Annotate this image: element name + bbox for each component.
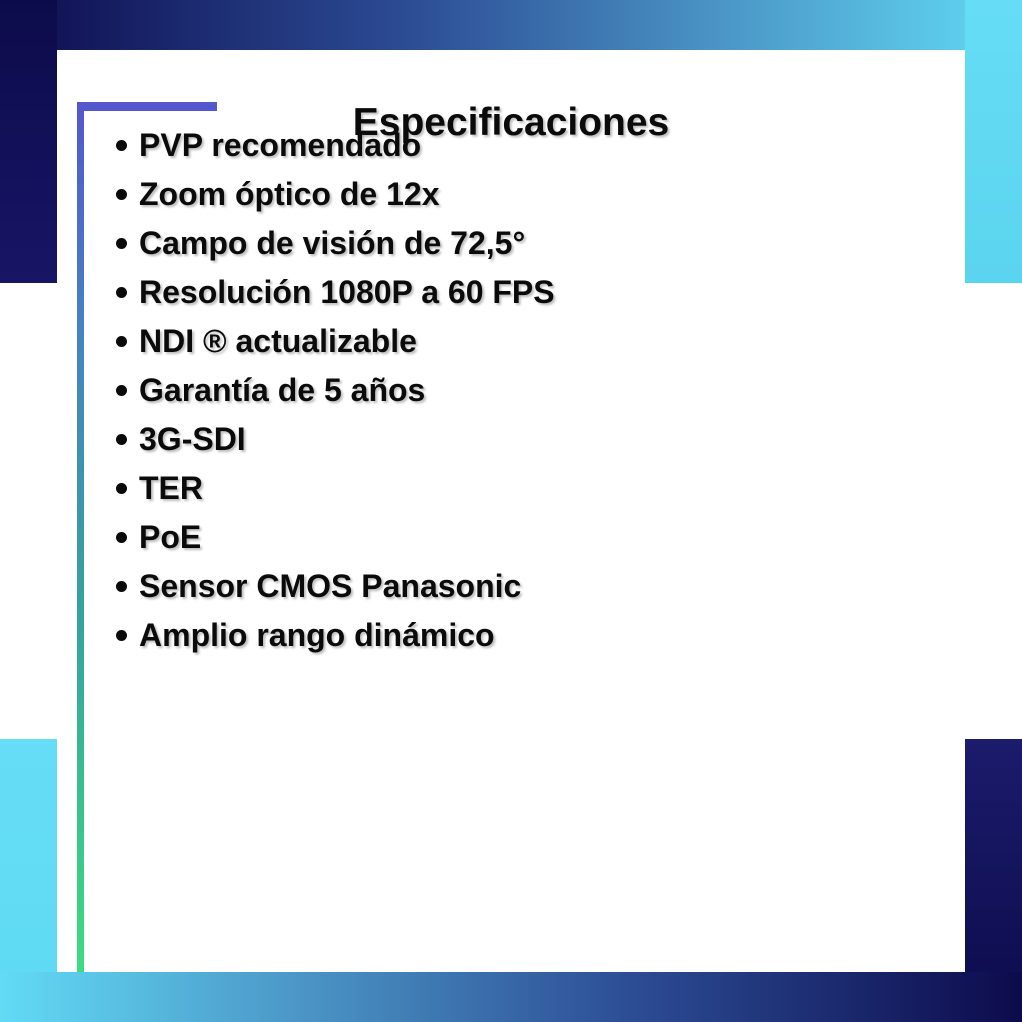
frame-top-band <box>0 0 1022 50</box>
spec-text: Campo de visión de 72,5° <box>139 225 526 261</box>
list-item <box>112 366 555 415</box>
spec-text: TER <box>139 470 203 506</box>
bullet-icon <box>116 630 127 641</box>
frame-left-top-band <box>0 0 57 283</box>
page-title: Especificaciones <box>352 101 670 144</box>
bullet-icon <box>116 336 127 347</box>
frame-right-top-band <box>965 0 1022 283</box>
list-item <box>112 317 555 366</box>
list-item <box>112 415 555 464</box>
spec-text: 3G-SDI <box>139 421 246 457</box>
accent-line-vertical <box>77 102 84 972</box>
list-item <box>112 268 555 317</box>
list-item <box>112 513 555 562</box>
bullet-icon <box>116 287 127 298</box>
spec-text: PoE <box>139 519 202 555</box>
bullet-icon <box>116 434 127 445</box>
bullet-icon <box>116 532 127 543</box>
list-item <box>112 562 555 611</box>
bullet-icon <box>116 189 127 200</box>
spec-text: NDI ® actualizable <box>139 323 417 359</box>
list-item <box>112 464 555 513</box>
bullet-icon <box>116 140 127 151</box>
spec-text: Resolución 1080P a 60 FPS <box>139 274 555 310</box>
bullet-icon <box>116 385 127 396</box>
bullet-icon <box>116 238 127 249</box>
list-item <box>112 121 555 170</box>
accent-line-horizontal <box>77 102 217 111</box>
spec-list <box>112 121 555 660</box>
spec-text: PVP recomendado <box>139 127 422 163</box>
list-item <box>112 219 555 268</box>
list-item <box>112 170 555 219</box>
frame-bottom-band <box>0 972 1022 1022</box>
bullet-icon <box>116 483 127 494</box>
list-item <box>112 611 555 660</box>
spec-text: Sensor CMOS Panasonic <box>139 568 522 604</box>
bullet-icon <box>116 581 127 592</box>
spec-text: Garantía de 5 años <box>139 372 426 408</box>
content-card <box>57 50 965 972</box>
spec-text: Amplio rango dinámico <box>139 617 495 653</box>
spec-text: Zoom óptico de 12x <box>139 176 440 212</box>
